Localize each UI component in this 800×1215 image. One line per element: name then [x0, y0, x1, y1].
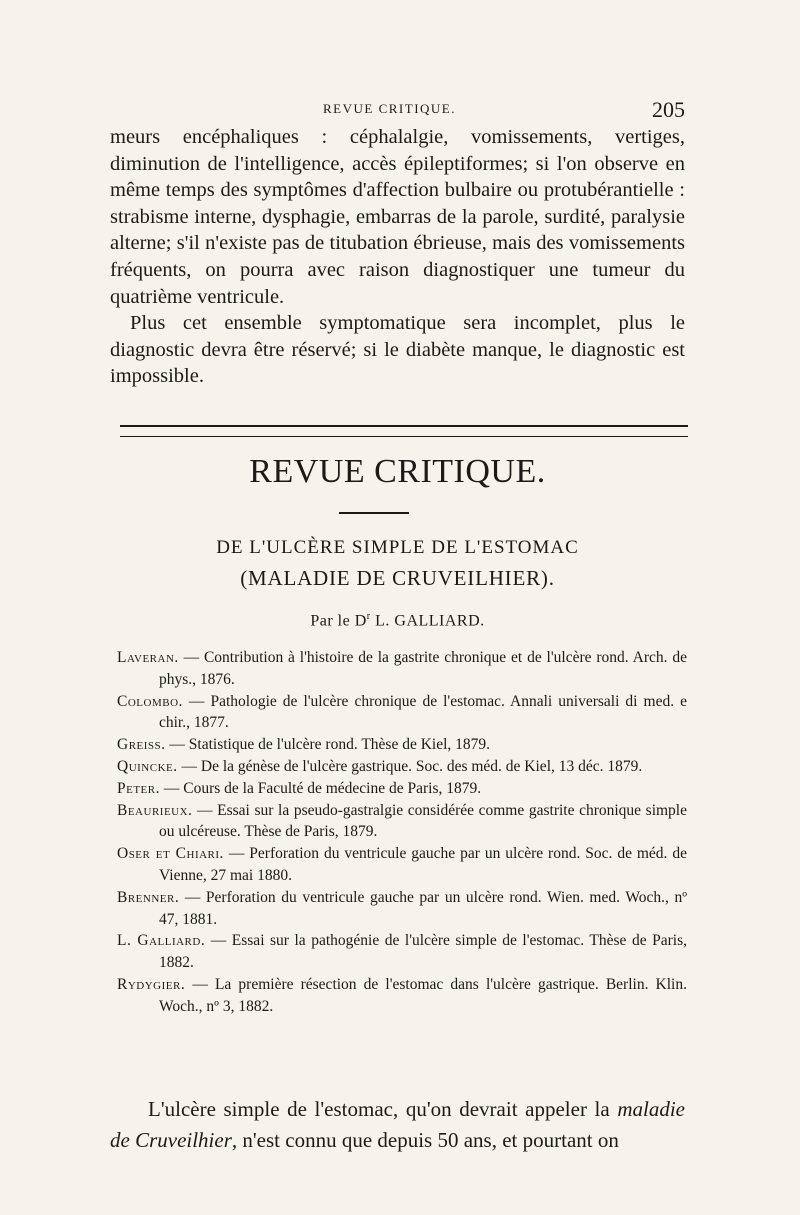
- bib-text: — Perforation du ventricule gauche par un ulcère rond. Soc. de méd. de Vienne, 27 mai 1880.: [159, 845, 687, 884]
- article-title: DE L'ULCÈRE SIMPLE DE L'ESTOMAC: [216, 537, 579, 558]
- document-page: [110, 0, 685, 1215]
- section-title: REVUE CRITIQUE.: [249, 453, 546, 490]
- closing-italic-term: maladie de Cruveilhier: [110, 1097, 685, 1152]
- running-head-title: REVUE CRITIQUE.: [323, 101, 456, 116]
- byline-author: L. GALLIARD.: [370, 612, 485, 630]
- body-paragraph-1: meurs encéphaliques : céphalalgie, vomissements, vertiges, diminution de l'intelligence, accès épileptiformes; si l'on observe en même temps des symptômes d'affection bulbaire ou protubérantielle : strabisme interne, dysphagie, embarras de la parole, surdité, paralysie alterne; s'il n'existe pas de titubation ébrieuse, mais des vomissements fréquents, on pourra avec raison diagnostiquer une tumeur du quatrième ventricule.: [110, 126, 685, 308]
- bib-text: — La première résection de l'estomac dans l'ulcère gastrique. Berlin. Klin. Woch., nº 3, 1882.: [159, 975, 687, 1015]
- bib-author: Laveran.: [117, 649, 179, 666]
- byline-prefix: Par le D: [310, 612, 367, 630]
- bib-author: Greiss.: [117, 736, 166, 754]
- bibliography-item: [117, 800, 687, 844]
- running-head: [110, 99, 685, 123]
- bibliography-item: [117, 734, 687, 756]
- bibliography-item: [117, 691, 687, 735]
- closing-text-start: L'ulcère simple de l'estomac, qu'on devrait appeler la: [148, 1097, 618, 1121]
- bibliography-item: [117, 930, 687, 974]
- bibliography: [117, 647, 687, 1018]
- article-byline: [110, 611, 685, 630]
- bib-author: Colombo.: [117, 692, 183, 710]
- bib-text: — Contribution à l'histoire de la gastrite chronique et de l'ulcère rond. Arch. de phys., 1876.: [159, 649, 687, 688]
- page-number: 205: [652, 97, 685, 122]
- closing-text-end: , n'est connu que depuis 50 ans, et pourtant on: [231, 1128, 619, 1152]
- bib-author: Beaurieux.: [117, 801, 193, 819]
- bib-author: Peter.: [117, 779, 160, 797]
- bib-text: — De la génèse de l'ulcère gastrique. Soc. des méd. de Kiel, 13 déc. 1879.: [177, 757, 643, 775]
- article-subtitle: (MALADIE DE CRUVEILHIER).: [240, 566, 555, 590]
- bibliography-item: [117, 778, 687, 800]
- bib-text: — Pathologie de l'ulcère chronique de l'estomac. Annali universali di med. e chir., 1877.: [159, 692, 687, 732]
- bib-author: Rydygier.: [117, 975, 186, 993]
- byline-superscript: r: [366, 611, 371, 622]
- bib-author: Oser et Chiari.: [117, 845, 224, 863]
- bibliography-item: [117, 974, 687, 1018]
- body-paragraph-2: Plus cet ensemble symptomatique sera incomplet, plus le diagnostic devra être réservé; si le diabète manque, le diagnostic est impossible.: [110, 312, 685, 388]
- body-text: [110, 124, 685, 390]
- bibliography-item: [117, 756, 687, 778]
- section-divider-rule: [120, 425, 688, 437]
- bibliography-item: [117, 647, 687, 691]
- closing-paragraph: [110, 1094, 685, 1156]
- bib-author: Quincke.: [117, 757, 178, 775]
- bib-text: — Statistique de l'ulcère rond. Thèse de Kiel, 1879.: [165, 736, 491, 754]
- bib-text: — Essai sur la pseudo-gastralgie considérée comme gastrite chronique simple ou ulcéreuse. Thèse de Paris, 1879.: [159, 801, 687, 841]
- bibliography-item: [117, 887, 687, 931]
- title-underline-rule: [339, 512, 409, 514]
- bib-author: Brenner.: [117, 888, 180, 906]
- bib-text: — Essai sur la pathogénie de l'ulcère simple de l'estomac. Thèse de Paris, 1882.: [159, 932, 687, 972]
- bib-text: — Perforation du ventricule gauche par un ulcère rond. Wien. med. Woch., nº 47, 1881.: [159, 888, 687, 928]
- bibliography-item: [117, 843, 687, 887]
- bib-author: L. Galliard.: [117, 932, 206, 950]
- bib-text: — Cours de la Faculté de médecine de Paris, 1879.: [160, 779, 482, 797]
